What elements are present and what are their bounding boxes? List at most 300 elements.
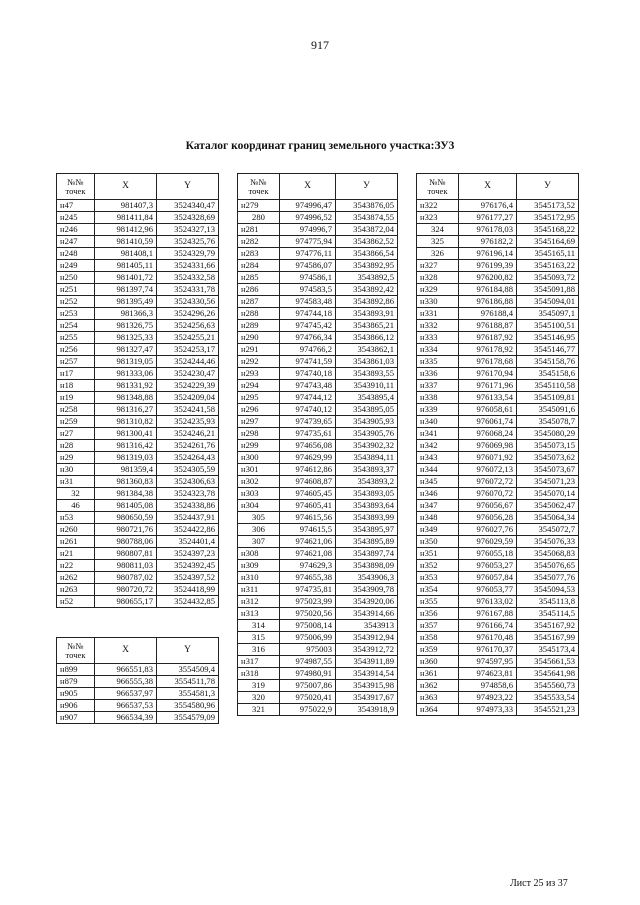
coordinates-table-4 bbox=[416, 173, 579, 716]
table-row bbox=[238, 380, 398, 392]
y-cell: 3543895,05 bbox=[336, 404, 398, 416]
y-cell: 3554580,96 bbox=[157, 700, 219, 712]
point-number-cell: н347 bbox=[417, 500, 459, 512]
table-row bbox=[417, 392, 579, 404]
x-cell: 976055,18 bbox=[459, 548, 517, 560]
table-row bbox=[238, 476, 398, 488]
y-cell: 3524397,23 bbox=[157, 548, 219, 560]
x-cell: 976170,48 bbox=[459, 632, 517, 644]
table-row bbox=[417, 344, 579, 356]
x-cell: 974996,52 bbox=[280, 212, 336, 224]
point-number-cell: н308 bbox=[238, 548, 280, 560]
table-row bbox=[238, 248, 398, 260]
point-number-cell: н30 bbox=[57, 464, 95, 476]
table-row bbox=[238, 320, 398, 332]
table-row bbox=[417, 596, 579, 608]
point-number-cell: н317 bbox=[238, 656, 280, 668]
header-x: X bbox=[459, 174, 517, 200]
x-cell: 976178,03 bbox=[459, 224, 517, 236]
table-header-row bbox=[57, 174, 219, 200]
point-number-cell: н309 bbox=[238, 560, 280, 572]
x-cell: 976029,59 bbox=[459, 536, 517, 548]
point-number-cell: н286 bbox=[238, 284, 280, 296]
x-cell: 975007,86 bbox=[280, 680, 336, 692]
table-row bbox=[57, 212, 219, 224]
point-number-cell: 32 bbox=[57, 488, 95, 500]
point-number-cell: н331 bbox=[417, 308, 459, 320]
point-number-cell: н345 bbox=[417, 476, 459, 488]
x-cell: 976188,87 bbox=[459, 320, 517, 332]
x-cell: 976177,27 bbox=[459, 212, 517, 224]
x-cell: 976056,28 bbox=[459, 512, 517, 524]
x-cell: 981316,42 bbox=[95, 440, 157, 452]
table-row bbox=[238, 608, 398, 620]
point-number-cell: н348 bbox=[417, 512, 459, 524]
point-number-cell: 325 bbox=[417, 236, 459, 248]
point-number-cell: 315 bbox=[238, 632, 280, 644]
y-cell: 3524305,59 bbox=[157, 464, 219, 476]
table-row bbox=[417, 488, 579, 500]
x-cell: 980807,81 bbox=[95, 548, 157, 560]
table-row bbox=[57, 440, 219, 452]
y-cell: 3545076,33 bbox=[517, 536, 579, 548]
x-cell: 981360,83 bbox=[95, 476, 157, 488]
y-cell: 3543895,89 bbox=[336, 536, 398, 548]
y-cell: 3543912,94 bbox=[336, 632, 398, 644]
x-cell: 975022,9 bbox=[280, 704, 336, 716]
table-row bbox=[57, 596, 219, 608]
x-cell: 980720,72 bbox=[95, 584, 157, 596]
x-cell: 981348,88 bbox=[95, 392, 157, 404]
point-number-cell: н330 bbox=[417, 296, 459, 308]
table-row bbox=[238, 224, 398, 236]
y-cell: 3543893,05 bbox=[336, 488, 398, 500]
table-row bbox=[238, 284, 398, 296]
y-cell: 3524397,52 bbox=[157, 572, 219, 584]
point-number-cell: н47 bbox=[57, 200, 95, 212]
y-cell: 3524330,56 bbox=[157, 296, 219, 308]
point-number-cell: н907 bbox=[57, 712, 95, 724]
table-row bbox=[238, 212, 398, 224]
table-row bbox=[417, 560, 579, 572]
y-cell: 3524418,99 bbox=[157, 584, 219, 596]
table-row bbox=[57, 272, 219, 284]
x-cell: 974740,18 bbox=[280, 368, 336, 380]
x-cell: 981310,82 bbox=[95, 416, 157, 428]
y-cell: 3543893,64 bbox=[336, 500, 398, 512]
point-number-cell: н29 bbox=[57, 452, 95, 464]
point-number-cell: н342 bbox=[417, 440, 459, 452]
x-cell: 976027,76 bbox=[459, 524, 517, 536]
y-cell: 3543920,06 bbox=[336, 596, 398, 608]
y-cell: 3545093,72 bbox=[517, 272, 579, 284]
y-cell: 3545080,29 bbox=[517, 428, 579, 440]
table-row bbox=[417, 680, 579, 692]
table-row bbox=[57, 332, 219, 344]
point-number-cell: н355 bbox=[417, 596, 459, 608]
x-cell: 976056,67 bbox=[459, 500, 517, 512]
x-cell: 976170,94 bbox=[459, 368, 517, 380]
table-row bbox=[238, 656, 398, 668]
x-cell: 976057,84 bbox=[459, 572, 517, 584]
y-cell: 3545560,73 bbox=[517, 680, 579, 692]
x-cell: 974858,6 bbox=[459, 680, 517, 692]
y-cell: 3543866,12 bbox=[336, 332, 398, 344]
header-point-number: №№ точек bbox=[57, 174, 95, 200]
x-cell: 974743,48 bbox=[280, 380, 336, 392]
y-cell: 3545077,76 bbox=[517, 572, 579, 584]
x-cell: 981331,92 bbox=[95, 380, 157, 392]
point-number-cell: н21 bbox=[57, 548, 95, 560]
table-row bbox=[238, 560, 398, 572]
y-cell: 3545073,67 bbox=[517, 464, 579, 476]
x-cell: 981366,3 bbox=[95, 308, 157, 320]
x-cell: 974655,38 bbox=[280, 572, 336, 584]
y-cell: 3554579,09 bbox=[157, 712, 219, 724]
point-number-cell: н313 bbox=[238, 608, 280, 620]
y-cell: 3543892,86 bbox=[336, 296, 398, 308]
table-row bbox=[238, 296, 398, 308]
table-row bbox=[57, 404, 219, 416]
y-cell: 3543862,52 bbox=[336, 236, 398, 248]
table-row bbox=[417, 512, 579, 524]
x-cell: 981405,11 bbox=[95, 260, 157, 272]
header-x: X bbox=[95, 174, 157, 200]
table-row bbox=[57, 700, 219, 712]
table-row bbox=[57, 712, 219, 724]
y-cell: 3545158,76 bbox=[517, 356, 579, 368]
point-number-cell: н17 bbox=[57, 368, 95, 380]
y-cell: 3524255,21 bbox=[157, 332, 219, 344]
y-cell: 3524338,86 bbox=[157, 500, 219, 512]
point-number-cell: н341 bbox=[417, 428, 459, 440]
table-row bbox=[417, 524, 579, 536]
point-number-cell: н298 bbox=[238, 428, 280, 440]
x-cell: 974923,22 bbox=[459, 692, 517, 704]
point-number-cell: н263 bbox=[57, 584, 95, 596]
point-number-cell: н300 bbox=[238, 452, 280, 464]
point-number-cell: 306 bbox=[238, 524, 280, 536]
point-number-cell: н250 bbox=[57, 272, 95, 284]
table-row bbox=[57, 344, 219, 356]
point-number-cell: н335 bbox=[417, 356, 459, 368]
y-cell: 3545100,51 bbox=[517, 320, 579, 332]
table-row bbox=[238, 692, 398, 704]
coordinates-table-3 bbox=[237, 173, 398, 716]
point-number-cell: н339 bbox=[417, 404, 459, 416]
table-row bbox=[417, 620, 579, 632]
x-cell: 966534,39 bbox=[95, 712, 157, 724]
point-number-cell: н360 bbox=[417, 656, 459, 668]
point-number-cell: н299 bbox=[238, 440, 280, 452]
table-row bbox=[57, 452, 219, 464]
point-number-cell: н329 bbox=[417, 284, 459, 296]
x-cell: 976182,2 bbox=[459, 236, 517, 248]
x-cell: 975020,56 bbox=[280, 608, 336, 620]
table-row bbox=[238, 488, 398, 500]
y-cell: 3545168,22 bbox=[517, 224, 579, 236]
y-cell: 3543895,97 bbox=[336, 524, 398, 536]
x-cell: 966537,97 bbox=[95, 688, 157, 700]
x-cell: 976200,82 bbox=[459, 272, 517, 284]
table-row bbox=[57, 548, 219, 560]
point-number-cell: н322 bbox=[417, 200, 459, 212]
table-row bbox=[238, 500, 398, 512]
table-row bbox=[57, 200, 219, 212]
y-cell: 3545073,15 bbox=[517, 440, 579, 452]
x-cell: 981319,03 bbox=[95, 452, 157, 464]
point-number-cell: н349 bbox=[417, 524, 459, 536]
y-cell: 3543892,95 bbox=[336, 260, 398, 272]
y-cell: 3524327,13 bbox=[157, 224, 219, 236]
table-row bbox=[238, 404, 398, 416]
y-cell: 3545163,22 bbox=[517, 260, 579, 272]
point-number-cell: н879 bbox=[57, 676, 95, 688]
y-cell: 3543892,5 bbox=[336, 272, 398, 284]
point-number-cell: н354 bbox=[417, 584, 459, 596]
y-cell: 3545076,65 bbox=[517, 560, 579, 572]
table-row bbox=[417, 476, 579, 488]
point-number-cell: н247 bbox=[57, 236, 95, 248]
x-cell: 981395,49 bbox=[95, 296, 157, 308]
header-point-number: №№ точек bbox=[417, 174, 459, 200]
y-cell: 3554581,3 bbox=[157, 688, 219, 700]
y-cell: 3543894,11 bbox=[336, 452, 398, 464]
x-cell: 974996,7 bbox=[280, 224, 336, 236]
table-row bbox=[238, 368, 398, 380]
table-row bbox=[238, 668, 398, 680]
point-number-cell: н364 bbox=[417, 704, 459, 716]
x-cell: 981407,3 bbox=[95, 200, 157, 212]
y-cell: 3545097,1 bbox=[517, 308, 579, 320]
x-cell: 976058,61 bbox=[459, 404, 517, 416]
table-row bbox=[57, 392, 219, 404]
table-row bbox=[238, 344, 398, 356]
point-number-cell: н304 bbox=[238, 500, 280, 512]
x-cell: 974656,08 bbox=[280, 440, 336, 452]
x-cell: 974583,5 bbox=[280, 284, 336, 296]
table-row bbox=[238, 308, 398, 320]
x-cell: 981359,4 bbox=[95, 464, 157, 476]
table-row bbox=[417, 284, 579, 296]
point-number-cell: н353 bbox=[417, 572, 459, 584]
y-cell: 3545167,92 bbox=[517, 620, 579, 632]
page-number: 917 bbox=[311, 38, 329, 52]
table-row bbox=[417, 368, 579, 380]
y-cell: 3545068,83 bbox=[517, 548, 579, 560]
x-cell: 974740,12 bbox=[280, 404, 336, 416]
y-cell: 3543910,11 bbox=[336, 380, 398, 392]
x-cell: 976069,98 bbox=[459, 440, 517, 452]
y-cell: 3524296,26 bbox=[157, 308, 219, 320]
table-row bbox=[57, 260, 219, 272]
y-cell: 3545110,58 bbox=[517, 380, 579, 392]
x-cell: 976196,14 bbox=[459, 248, 517, 260]
x-cell: 974980,91 bbox=[280, 668, 336, 680]
point-number-cell: н334 bbox=[417, 344, 459, 356]
y-cell: 3524325,76 bbox=[157, 236, 219, 248]
x-cell: 975020,41 bbox=[280, 692, 336, 704]
y-cell: 3543861,03 bbox=[336, 356, 398, 368]
y-cell: 3543905,93 bbox=[336, 416, 398, 428]
x-cell: 981327,47 bbox=[95, 344, 157, 356]
table-row bbox=[417, 464, 579, 476]
point-number-cell: н346 bbox=[417, 488, 459, 500]
x-cell: 966537,53 bbox=[95, 700, 157, 712]
x-cell: 966551,83 bbox=[95, 664, 157, 676]
table-row bbox=[417, 656, 579, 668]
y-cell: 3543862,1 bbox=[336, 344, 398, 356]
point-number-cell: н283 bbox=[238, 248, 280, 260]
point-number-cell: н327 bbox=[417, 260, 459, 272]
y-cell: 3545661,53 bbox=[517, 656, 579, 668]
x-cell: 974615,56 bbox=[280, 512, 336, 524]
x-cell: 974612,86 bbox=[280, 464, 336, 476]
coordinates-table-1 bbox=[56, 173, 219, 608]
y-cell: 3543918,9 bbox=[336, 704, 398, 716]
table-row bbox=[417, 308, 579, 320]
table-row bbox=[417, 380, 579, 392]
header-point-number: №№ точек bbox=[238, 174, 280, 200]
y-cell: 3543898,09 bbox=[336, 560, 398, 572]
table-header-row bbox=[57, 638, 219, 664]
x-cell: 976188,4 bbox=[459, 308, 517, 320]
x-cell: 976070,72 bbox=[459, 488, 517, 500]
table-row bbox=[417, 200, 579, 212]
table-row bbox=[57, 488, 219, 500]
point-number-cell: н358 bbox=[417, 632, 459, 644]
y-cell: 3545094,53 bbox=[517, 584, 579, 596]
point-number-cell: н279 bbox=[238, 200, 280, 212]
table-row bbox=[238, 464, 398, 476]
point-number-cell: н252 bbox=[57, 296, 95, 308]
point-number-cell: н27 bbox=[57, 428, 95, 440]
point-number-cell: н899 bbox=[57, 664, 95, 676]
header-y: У bbox=[336, 174, 398, 200]
y-cell: 3524209,04 bbox=[157, 392, 219, 404]
y-cell: 3545091,6 bbox=[517, 404, 579, 416]
point-number-cell: 314 bbox=[238, 620, 280, 632]
table-row bbox=[238, 416, 398, 428]
point-number-cell: н290 bbox=[238, 332, 280, 344]
x-cell: 976199,39 bbox=[459, 260, 517, 272]
coordinates-table-2 bbox=[56, 637, 219, 724]
point-number-cell: н293 bbox=[238, 368, 280, 380]
x-cell: 981412,96 bbox=[95, 224, 157, 236]
x-cell: 974608,87 bbox=[280, 476, 336, 488]
y-cell: 3524306,63 bbox=[157, 476, 219, 488]
x-cell: 974605,41 bbox=[280, 500, 336, 512]
y-cell: 3545165,11 bbox=[517, 248, 579, 260]
y-cell: 3524328,69 bbox=[157, 212, 219, 224]
x-cell: 975003 bbox=[280, 644, 336, 656]
point-number-cell: н361 bbox=[417, 668, 459, 680]
table-row bbox=[417, 260, 579, 272]
y-cell: 3543893,55 bbox=[336, 368, 398, 380]
point-number-cell: н22 bbox=[57, 560, 95, 572]
table-row bbox=[57, 320, 219, 332]
table-row bbox=[57, 524, 219, 536]
y-cell: 3545078,7 bbox=[517, 416, 579, 428]
y-cell: 3545164,69 bbox=[517, 236, 579, 248]
y-cell: 3543893,2 bbox=[336, 476, 398, 488]
table-row bbox=[417, 416, 579, 428]
point-number-cell: 305 bbox=[238, 512, 280, 524]
table-row bbox=[417, 404, 579, 416]
x-cell: 974987,55 bbox=[280, 656, 336, 668]
table-row bbox=[238, 452, 398, 464]
table-row bbox=[57, 536, 219, 548]
point-number-cell: н258 bbox=[57, 404, 95, 416]
x-cell: 974629,3 bbox=[280, 560, 336, 572]
point-number-cell: н340 bbox=[417, 416, 459, 428]
point-number-cell: н52 bbox=[57, 596, 95, 608]
x-cell: 974776,11 bbox=[280, 248, 336, 260]
x-cell: 974615,5 bbox=[280, 524, 336, 536]
x-cell: 981300,41 bbox=[95, 428, 157, 440]
y-cell: 3543913 bbox=[336, 620, 398, 632]
x-cell: 974744,18 bbox=[280, 308, 336, 320]
point-number-cell: н352 bbox=[417, 560, 459, 572]
table-row bbox=[238, 512, 398, 524]
table-row bbox=[238, 428, 398, 440]
y-cell: 3543911,89 bbox=[336, 656, 398, 668]
x-cell: 981325,33 bbox=[95, 332, 157, 344]
table-row bbox=[417, 548, 579, 560]
table-row bbox=[57, 500, 219, 512]
y-cell: 3545064,34 bbox=[517, 512, 579, 524]
header-x: X bbox=[280, 174, 336, 200]
point-number-cell: 46 bbox=[57, 500, 95, 512]
table-row bbox=[57, 356, 219, 368]
y-cell: 3545109,81 bbox=[517, 392, 579, 404]
point-number-cell: н303 bbox=[238, 488, 280, 500]
x-cell: 974735,61 bbox=[280, 428, 336, 440]
y-cell: 3543902,32 bbox=[336, 440, 398, 452]
x-cell: 976170,37 bbox=[459, 644, 517, 656]
point-number-cell: н291 bbox=[238, 344, 280, 356]
point-number-cell: 324 bbox=[417, 224, 459, 236]
x-cell: 974735,81 bbox=[280, 584, 336, 596]
x-cell: 974744,12 bbox=[280, 392, 336, 404]
y-cell: 3524329,79 bbox=[157, 248, 219, 260]
x-cell: 976071,92 bbox=[459, 452, 517, 464]
y-cell: 3545072,7 bbox=[517, 524, 579, 536]
y-cell: 3543897,74 bbox=[336, 548, 398, 560]
point-number-cell: н328 bbox=[417, 272, 459, 284]
y-cell: 3545113,8 bbox=[517, 596, 579, 608]
x-cell: 981401,72 bbox=[95, 272, 157, 284]
y-cell: 3543912,72 bbox=[336, 644, 398, 656]
table-row bbox=[238, 596, 398, 608]
point-number-cell: н312 bbox=[238, 596, 280, 608]
point-number-cell: н260 bbox=[57, 524, 95, 536]
point-number-cell: н344 bbox=[417, 464, 459, 476]
x-cell: 981408,1 bbox=[95, 248, 157, 260]
table-row bbox=[57, 236, 219, 248]
table-row bbox=[57, 512, 219, 524]
x-cell: 976178,68 bbox=[459, 356, 517, 368]
y-cell: 3524241,58 bbox=[157, 404, 219, 416]
point-number-cell: н256 bbox=[57, 344, 95, 356]
y-cell: 3524229,39 bbox=[157, 380, 219, 392]
x-cell: 974739,65 bbox=[280, 416, 336, 428]
table-row bbox=[57, 224, 219, 236]
y-cell: 3543906,3 bbox=[336, 572, 398, 584]
point-number-cell: н362 bbox=[417, 680, 459, 692]
point-number-cell: н356 bbox=[417, 608, 459, 620]
x-cell: 976061,74 bbox=[459, 416, 517, 428]
